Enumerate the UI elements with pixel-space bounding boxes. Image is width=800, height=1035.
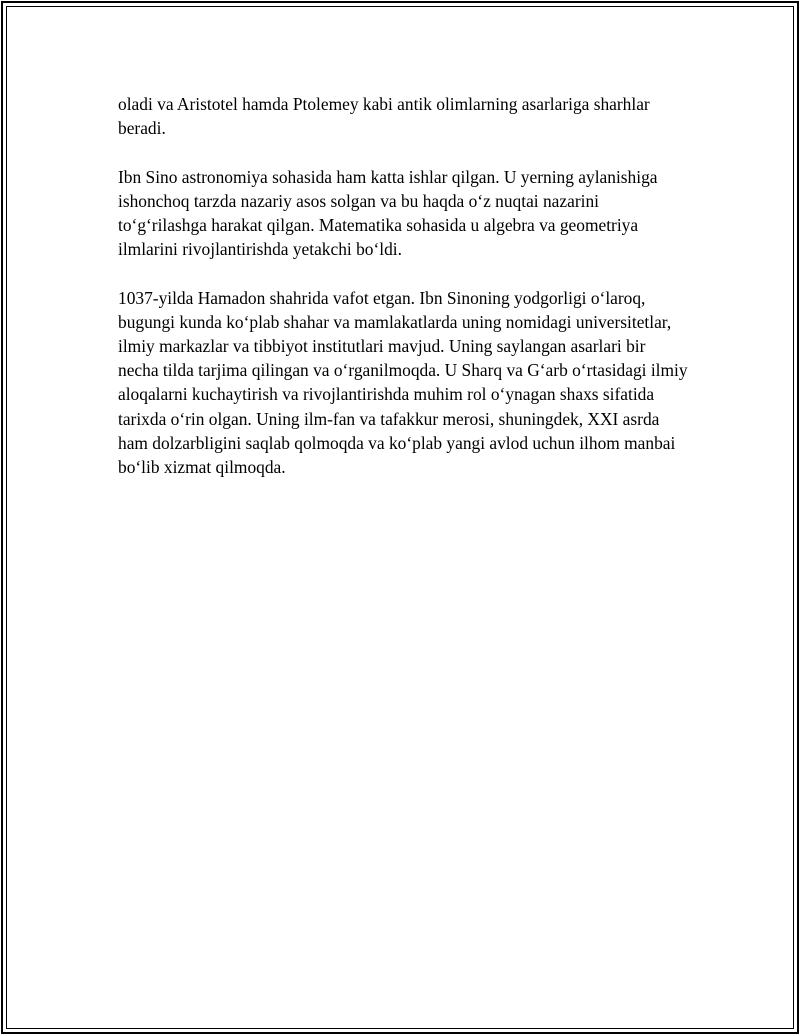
paragraph: Ibn Sino astronomiya sohasida ham katta ishlar qilgan. U yerning aylanishiga ishonchoq tarzda nazariy asos solgan va bu haqda o‘z nuqtai nazarini to‘g‘rilashga harakat qilgan. Matematika sohasida u algebra va geometriya ilmlarini rivojlantirishda yetakchi bo‘ldi.: [118, 166, 658, 260]
paragraph: 1037-yilda Hamadon shahrida vafot etgan. Ibn Sinoning yodgorligi o‘laroq, bugungi kunda ko‘plab shahar va mamlakatlarda uning nomidagi universitetlar, ilmiy markazlar va tibbiyot institutlari mavjud. Uning saylangan asarlari bir necha tilda tarjima qilingan va o‘rganilmoqda. U Sharq va G‘arb o‘rtasidagi ilmiy aloqalarni kuchaytirish va rivojlantirishda muhim rol o‘ynagan shaxs sifatida tarixda o‘rin olgan. Uning ilm-fan va tafakkur merosi, shuningdek, XXI asrda ham dolzarbligini saqlab qolmoqda va ko‘plab yangi avlod uchun ilhom manbai bo‘lib xizmat qilmoqda.: [118, 287, 688, 478]
paragraph: oladi va Aristotel hamda Ptolemey kabi antik olimlarning asarlariga sharhlar beradi.: [118, 94, 650, 139]
document-body: [118, 92, 688, 503]
